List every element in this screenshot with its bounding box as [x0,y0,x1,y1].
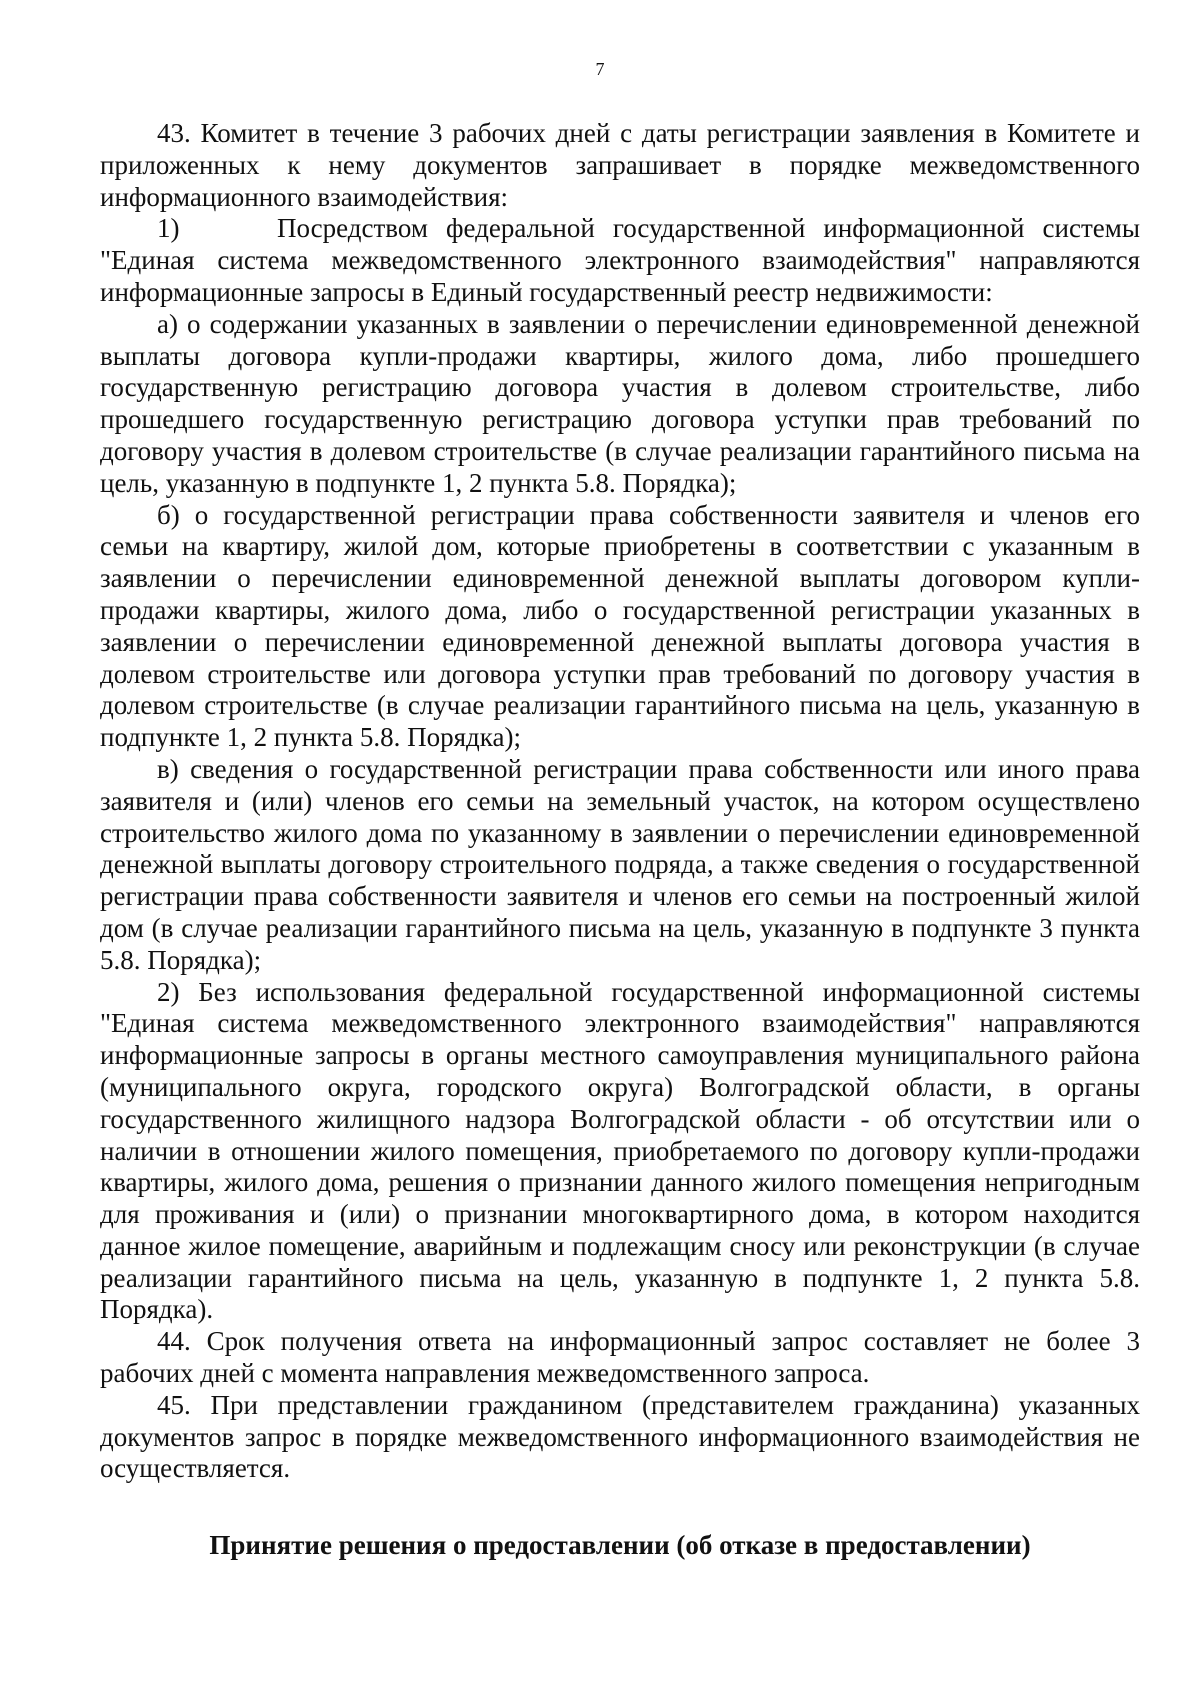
page-number: 7 [595,59,605,79]
paragraph-45: 45. При представлении гражданином (представителем гражданина) указанных документов запрос в порядке межведомственного информационного взаимодействия не осуществляется. [100,1389,1140,1484]
section-heading: Принятие решения о предоставлении (об отказе в предоставлении) [209,1530,1031,1561]
paragraph-item-2: 2) Без использования федеральной государственной информационной системы "Единая система межведомственного электронного взаимодействия" направляются информационные запросы в органы местного самоуправления муниципального района (муниципального округа, городского округа) Волгоградской области, в органы государственного жилищного надзора Волгоградской области - об отсутствии или о наличии в отношении жилого помещения, приобретаемого по договору купли-продажи квартиры, жилого дома, решения о признании данного жилого помещения непригодным для проживания и (или) о признании многоквартирного дома, в котором находится данное жилое помещение, аварийным и подлежащим сносу или реконструкции (в случае реализации гарантийного письма на цель, указанную в подпункте 1, 2 пункта 5.8. Порядка). [100,976,1140,1325]
paragraph-43: 43. Комитет в течение 3 рабочих дней с даты регистрации заявления в Комитете и приложенных к нему документов запрашивает в порядке межведомственного информационного взаимодействия: [100,118,1140,212]
document-body [100,118,1140,1561]
paragraph-44: 44. Срок получения ответа на информационный запрос составляет не более 3 рабочих дней с момента направления межведомственного запроса. [100,1326,1140,1389]
item-1-number: 1) [157,213,180,244]
item-1-text: Посредством федеральной государственной информационной системы "Единая система межведомственного электронного взаимодействия" направляются информационные запросы в Единый государственный реестр недвижимости: [100,213,1140,307]
paragraph-item-1 [100,213,1140,308]
paragraph-item-v: в) сведения о государственной регистрации права собственности или иного права заявителя и (или) членов его семьи на земельный участок, на котором осуществлено строительство жилого дома по указанному в заявлении о перечислении единовременной денежной выплаты договору строительного подряда, а также сведения о государственной регистрации права собственности заявителя и членов его семьи на построенный жилой дом (в случае реализации гарантийного письма на цель, указанную в подпункте 3 пункта 5.8. Порядка); [100,753,1140,975]
paragraph-item-a: а) о содержании указанных в заявлении о перечислении единовременной денежной выплаты договора купли-продажи квартиры, жилого дома, либо прошедшего государственную регистрацию договора участия в долевом строительстве, либо прошедшего государственную регистрацию договора уступки прав требований по договору участия в долевом строительстве (в случае реализации гарантийного письма на цель, указанную в подпункте 1, 2 пункта 5.8. Порядка); [100,308,1140,498]
paragraph-item-b: б) о государственной регистрации права собственности заявителя и членов его семьи на квартиру, жилой дом, которые приобретены в соответствии с указанным в заявлении о перечислении единовременной денежной выплаты договором купли-продажи квартиры, жилого дома, либо о государственной регистрации указанных в заявлении о перечислении единовременной денежной выплаты договора участия в долевом строительстве или договора уступки прав требований по договору участия в долевом строительстве (в случае реализации гарантийного письма на цель, указанную в подпункте 1, 2 пункта 5.8. Порядка); [100,499,1140,753]
